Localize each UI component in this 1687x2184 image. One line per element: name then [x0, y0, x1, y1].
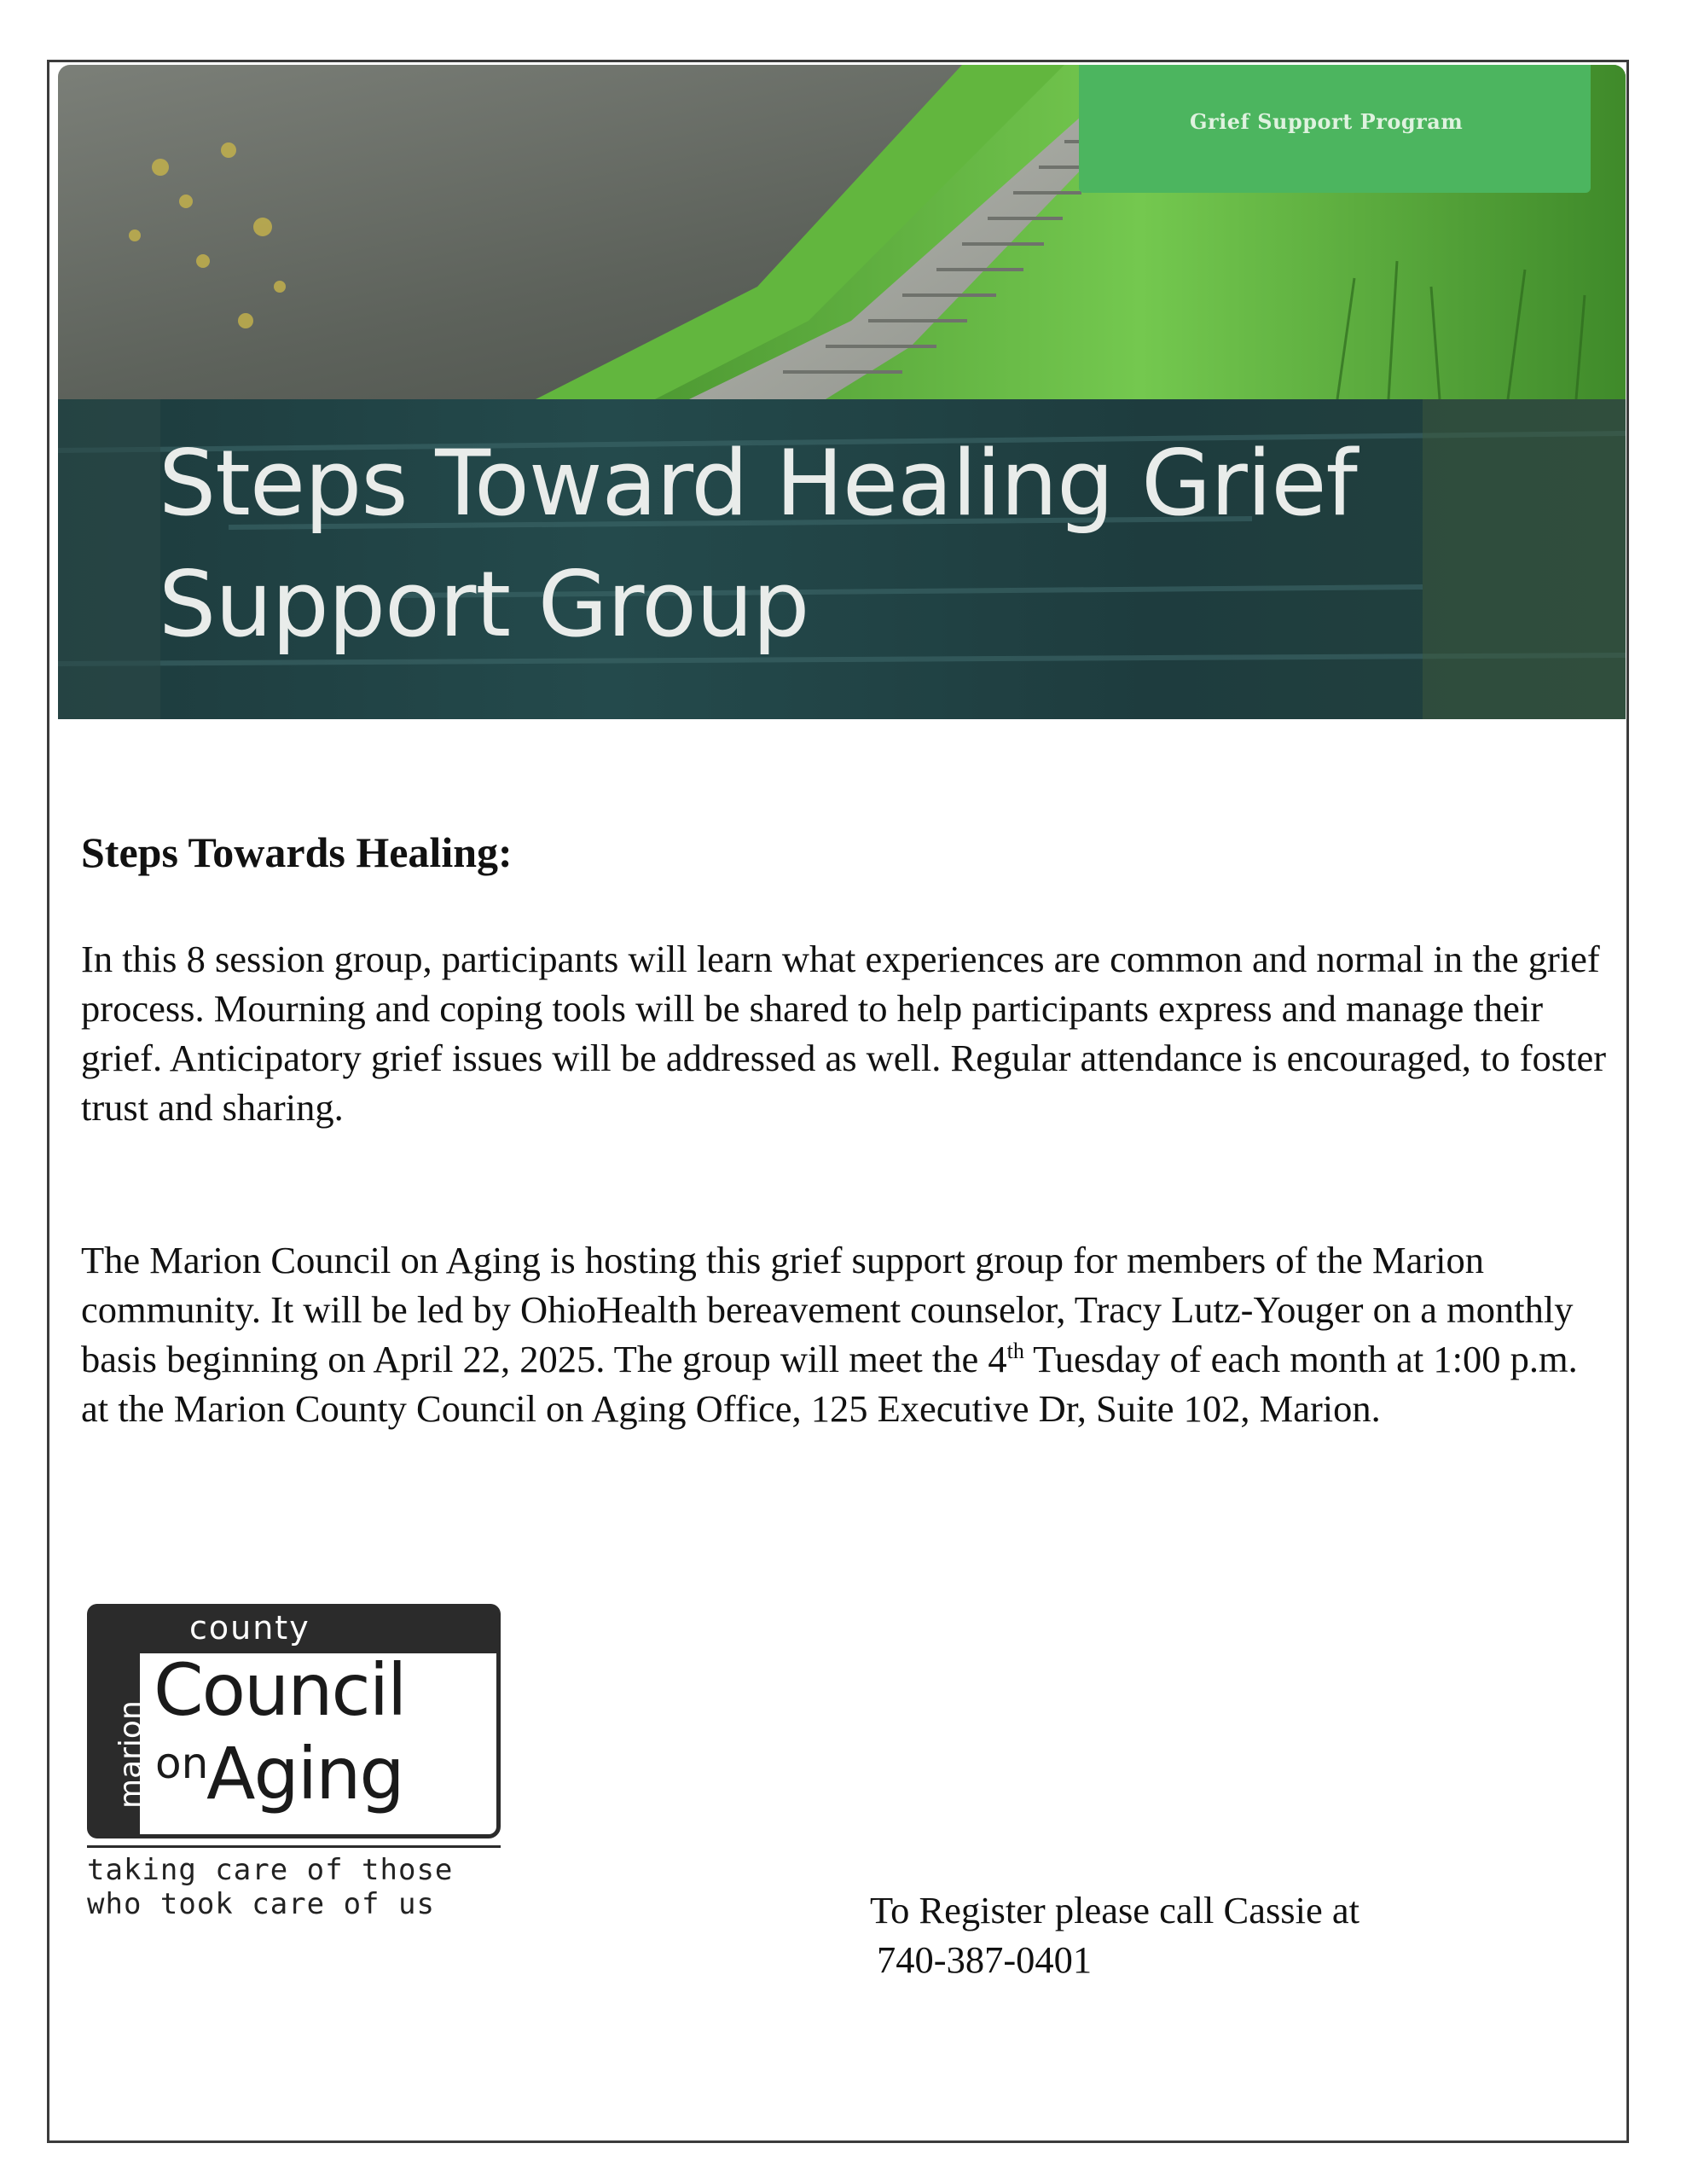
- council-on-aging-logo: [87, 1604, 505, 1921]
- registration-text: To Register please call Cassie at: [870, 1889, 1359, 1931]
- header-banner: [58, 65, 1626, 719]
- registration-phone: 740-387-0401: [877, 1938, 1093, 1981]
- description-paragraph: In this 8 session group, participants will learn what experiences are common and normal in the grief process. Mourning and coping tools will be shared to help participants express and manage their grief. Anticipatory grief issues will be addressed as well. Regular attendance is encouraged, to foster trust and sharing.: [81, 938, 1607, 1129]
- logo-tagline-line-2: who took care of us: [87, 1887, 435, 1921]
- logo-top-text: county: [189, 1609, 310, 1647]
- program-label-tab: [1079, 65, 1591, 193]
- banner-title: [159, 423, 1609, 665]
- logo-divider: [87, 1845, 501, 1848]
- hosting-details-paragraph: [81, 1235, 1608, 1433]
- banner-title-line-1: Steps Toward Healing Grief: [159, 431, 1357, 536]
- program-label: Grief Support Program: [1190, 109, 1464, 134]
- logo-tagline: [87, 1853, 453, 1921]
- ordinal-suffix: th: [1006, 1339, 1024, 1364]
- logo-on-text: on: [155, 1739, 209, 1788]
- logo-top-bar: [140, 1604, 501, 1653]
- logo-side-text: marion: [113, 1700, 148, 1809]
- logo-side-bar: [87, 1604, 148, 1838]
- section-heading: Steps Towards Healing:: [81, 828, 513, 876]
- hosting-text-part-1: The Marion Council on Aging is hosting this grief support group for members of the Marion community. It will be led by OhioHealth bereavement counselor, Tracy Lutz-Youger on a monthly basis beginning on April 22, 2025. The group will meet the 4: [81, 1239, 1574, 1380]
- hosting-text-part-2: Tuesday of each month at 1:00 p.m. at the Marion County Council on Aging Office, 125 Executive Dr, Suite 102, Marion.: [81, 1338, 1578, 1430]
- logo-council-text: Council: [154, 1648, 406, 1732]
- banner-title-line-2: Support Group: [159, 552, 809, 657]
- logo-aging-text: Aging: [206, 1732, 403, 1815]
- logo-tagline-line-1: taking care of those: [87, 1853, 454, 1887]
- registration-info: [870, 1885, 1359, 1984]
